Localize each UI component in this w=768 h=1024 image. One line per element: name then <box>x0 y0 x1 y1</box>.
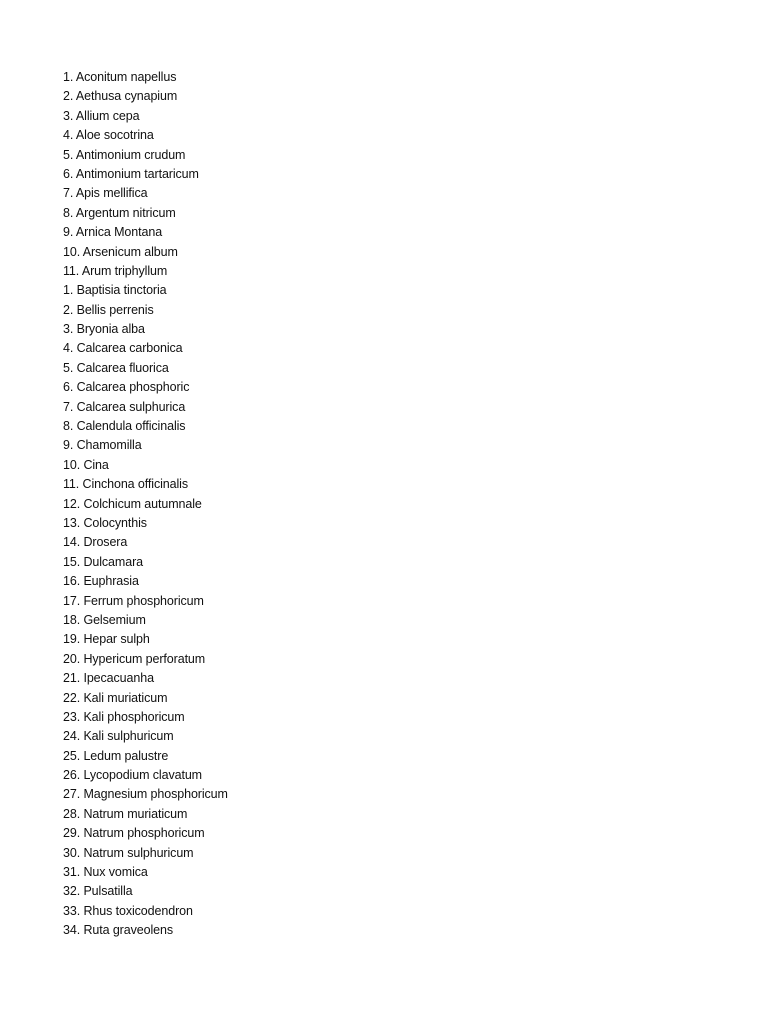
list-item: 1. Aconitum napellus <box>63 70 177 84</box>
list-item: 5. Calcarea fluorica <box>63 360 169 375</box>
list-item: 25. Ledum palustre <box>63 748 169 763</box>
list-item: 6. Antimonium tartaricum <box>63 166 199 181</box>
list-item: 31. Nux vomica <box>63 865 148 880</box>
list-item: 34. Ruta graveolens <box>63 923 173 938</box>
list-item: 7. Calcarea sulphurica <box>63 399 186 414</box>
list-item: 13. Colocynthis <box>63 515 147 530</box>
list-item: 11. Arum triphyllum <box>63 263 168 278</box>
list-item: 15. Dulcamara <box>63 554 143 569</box>
list-item: 9. Chamomilla <box>63 438 142 453</box>
list-item: 33. Rhus toxicodendron <box>63 903 193 918</box>
list-item: 11. Cinchona officinalis <box>63 477 188 492</box>
list-item: 29. Natrum phosphoricum <box>63 826 205 841</box>
list-item: 21. Ipecacuanha <box>63 671 154 686</box>
list-item: 2. Bellis perrenis <box>63 302 154 317</box>
list-item: 8. Calendula officinalis <box>63 419 186 434</box>
remedy-list <box>63 68 228 941</box>
list-item: 5. Antimonium crudum <box>63 147 186 162</box>
list-item: 17. Ferrum phosphoricum <box>63 593 204 608</box>
list-item: 18. Gelsemium <box>63 612 146 627</box>
list-item: 3. Bryonia alba <box>63 322 145 337</box>
list-item: 1. Baptisia tinctoria <box>63 283 167 298</box>
list-item: 7. Apis mellifica <box>63 186 148 201</box>
list-item: 4. Calcarea carbonica <box>63 341 183 356</box>
list-item: 23. Kali phosphoricum <box>63 709 185 724</box>
list-item: 3. Allium cepa <box>63 108 140 123</box>
list-item: 10. Arsenicum album <box>63 244 178 259</box>
list-item: 24. Kali sulphuricum <box>63 729 174 744</box>
list-item: 2. Aethusa cynapium <box>63 89 178 104</box>
list-item: 9. Arnica Montana <box>63 225 163 240</box>
list-item: 30. Natrum sulphuricum <box>63 845 194 860</box>
list-item: 20. Hypericum perforatum <box>63 651 206 666</box>
list-item: 26. Lycopodium clavatum <box>63 768 202 783</box>
list-item: 10. Cina <box>63 457 109 472</box>
list-item: 27. Magnesium phosphoricum <box>63 787 228 802</box>
list-item: 19. Hepar sulph <box>63 632 150 647</box>
list-item: 22. Kali muriaticum <box>63 690 168 705</box>
list-item: 4. Aloe socotrina <box>63 128 154 143</box>
list-item: 6. Calcarea phosphoric <box>63 380 190 395</box>
list-item: 12. Colchicum autumnale <box>63 496 202 511</box>
list-item: 16. Euphrasia <box>63 574 139 589</box>
list-item: 28. Natrum muriaticum <box>63 806 188 821</box>
list-item: 32. Pulsatilla <box>63 884 133 899</box>
list-item: 8. Argentum nitricum <box>63 205 176 220</box>
list-item: 14. Drosera <box>63 535 128 550</box>
